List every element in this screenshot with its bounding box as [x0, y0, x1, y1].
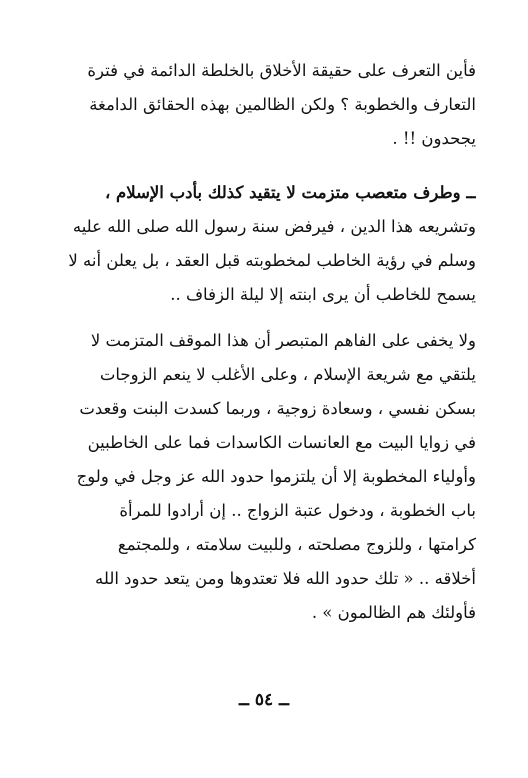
paragraph-2 — [56, 176, 476, 312]
text-line: فأولئك هم الظالمون » . — [311, 603, 476, 622]
paragraph-lead: ــ وطرف متعصب متزمت لا يتقيد كذلك بأدب الإسلام ، — [104, 183, 476, 202]
text-line: ولا يخفى على الفاهم المتبصر أن هذا الموقف المتزمت لا — [90, 331, 476, 350]
text-line: وسلم في رؤية الخاطب لمخطوبته قبل العقد ، بل يعلن أنه لا — [68, 251, 476, 270]
text-line: يلتقي مع شريعة الإسلام ، وعلى الأغلب لا ينعم الزوجات — [99, 365, 476, 384]
paragraph-1 — [56, 54, 476, 156]
paragraph-3 — [56, 324, 476, 630]
page-number: ــ ٥٤ ــ — [238, 690, 290, 710]
text-line: وتشريعه هذا الدين ، فيرفض سنة رسول الله صلى الله عليه — [72, 217, 476, 236]
text-line: يجحدون !! . — [392, 129, 476, 148]
text-line: باب الخطوبة ، ودخول عتبة الزواج .. إن أرادوا للمرأة — [119, 501, 476, 520]
text-line: كرامتها ، وللزوج مصلحته ، وللبيت سلامته ، وللمجتمع — [117, 535, 476, 554]
text-line: في زوايا البيت مع العانسات الكاسدات فما على الخاطبين — [87, 433, 476, 452]
text-line: أخلاقه .. « تلك حدود الله فلا تعتدوها ومن يتعد حدود الله — [95, 569, 476, 588]
text-line: بسكن نفسي ، وسعادة زوجية ، وربما كسدت البنت وقعدت — [79, 399, 476, 418]
text-line: يسمح للخاطب أن يرى ابنته إلا ليلة الزفاف .. — [170, 285, 476, 304]
text-line: فأين التعرف على حقيقة الأخلاق بالخلطة الدائمة في فترة — [87, 61, 476, 80]
text-line: التعارف والخطوبة ؟ ولكن الظالمين بهذه الحقائق الدامغة — [89, 95, 476, 114]
text-line: وأولياء المخطوبة إلا أن يلتزموا حدود الله عز وجل في ولوج — [76, 467, 476, 486]
